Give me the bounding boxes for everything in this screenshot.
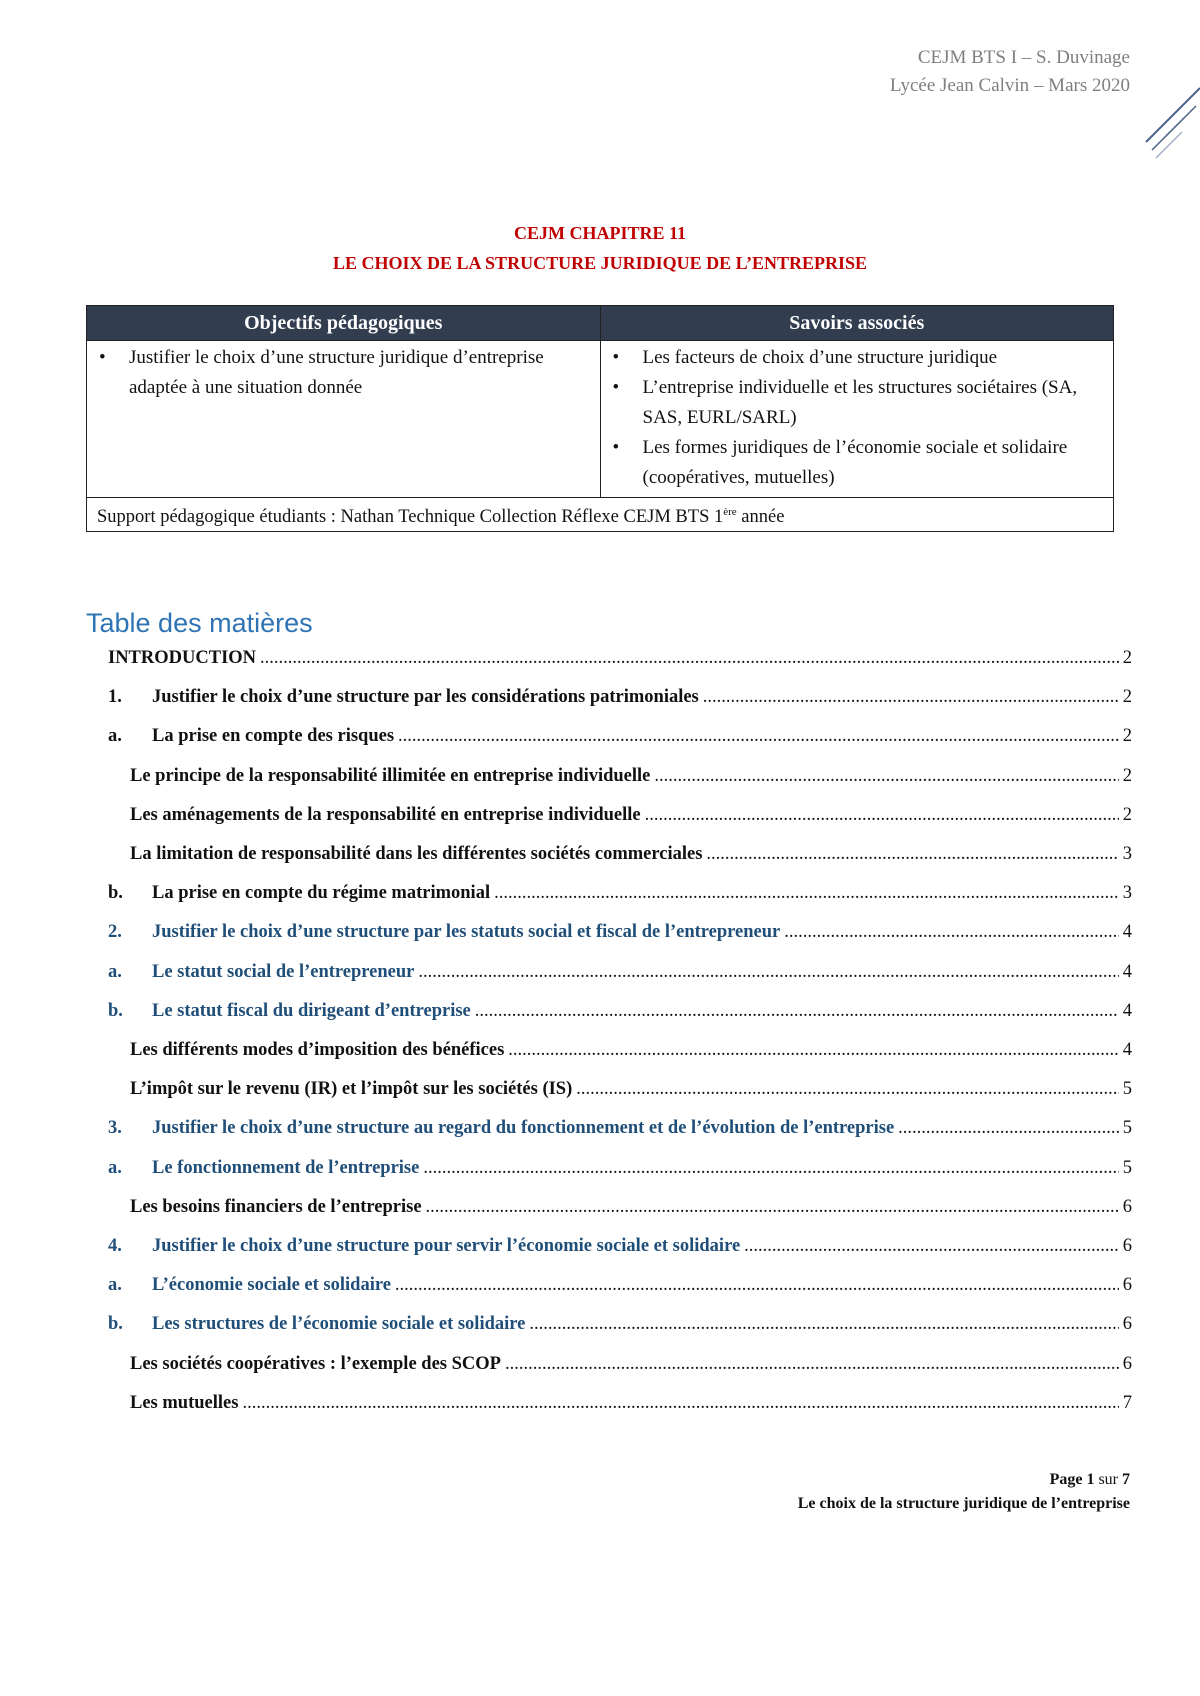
savoirs-cell (600, 341, 1114, 498)
toc-entry-number: b. (108, 1314, 123, 1335)
toc-entry-page: 6 (1122, 1275, 1132, 1296)
toc-entry-page: 5 (1122, 1118, 1132, 1139)
toc-entry-title: Les différents modes d’imposition des bénéfices (130, 1040, 505, 1060)
chapter-number: CEJM CHAPITRE 11 (513, 223, 686, 243)
toc-entry-title: La limitation de responsabilité dans les différentes sociétés commerciales (130, 844, 703, 864)
toc-dot-leader (703, 687, 1119, 708)
toc-dot-leader (576, 1079, 1118, 1100)
decorative-corner-lines (1110, 84, 1200, 174)
toc-entry-page: 7 (1122, 1392, 1132, 1413)
toc-dot-leader (784, 922, 1119, 943)
toc-entry[interactable] (108, 687, 1132, 715)
toc-dot-leader (426, 1197, 1119, 1218)
toc-entry-number: a. (108, 1275, 122, 1296)
toc-dot-leader (505, 1354, 1119, 1375)
toc-entry[interactable] (130, 1040, 1132, 1068)
toc-dot-leader (508, 1040, 1118, 1061)
toc-entry[interactable] (108, 1314, 1132, 1342)
toc-entry-number: a. (108, 1157, 122, 1178)
toc-dot-leader (398, 726, 1119, 747)
savoir-item: • Les facteurs de choix d’une structure juridique (607, 343, 1108, 373)
toc-dot-leader (654, 766, 1118, 787)
toc-dot-leader (395, 1275, 1119, 1296)
chapter-title (0, 218, 1200, 278)
toc-entry[interactable] (130, 1079, 1132, 1107)
toc-entry-page: 2 (1122, 726, 1132, 747)
toc-entry-title: Le statut fiscal du dirigeant d’entreprise (152, 1000, 471, 1021)
toc-entry-number: a. (108, 961, 122, 982)
toc-dot-leader (744, 1236, 1119, 1257)
toc-entry-title: Le statut social de l’entrepreneur (152, 961, 415, 982)
toc-entry-title: L’économie sociale et solidaire (152, 1275, 391, 1296)
toc-entry-number: 3. (108, 1118, 122, 1139)
toc-entry-page: 5 (1122, 1079, 1132, 1100)
toc-entry[interactable] (130, 1197, 1132, 1225)
toc-entry-title: La prise en compte des risques (152, 726, 395, 747)
toc-entry-page: 2 (1122, 648, 1132, 668)
toc-entry-title: Les besoins financiers de l’entreprise (130, 1196, 422, 1217)
toc-entry-title: Le principe de la responsabilité illimitée en entreprise individuelle (130, 765, 651, 786)
current-page: 1 (1086, 1471, 1095, 1488)
toc-entry-number: b. (108, 1000, 123, 1021)
toc-dot-leader (645, 805, 1119, 826)
toc-entry[interactable] (108, 1001, 1132, 1029)
chapter-subject: LE CHOIX DE LA STRUCTURE JURIDIQUE DE L’ENTREPRISE (333, 253, 867, 273)
savoir-item: • Les formes juridiques de l’économie sociale et solidaire (coopératives, mutuelles) (607, 433, 1108, 493)
toc-entry-page: 4 (1122, 1000, 1132, 1021)
toc-entry-number: a. (108, 726, 122, 747)
toc-entry-number: 1. (108, 687, 122, 708)
toc-dot-leader (260, 648, 1119, 669)
total-pages: 7 (1122, 1471, 1130, 1488)
toc-entry[interactable] (108, 1275, 1132, 1303)
toc-entry[interactable] (130, 766, 1132, 794)
toc-entry-page: 2 (1122, 687, 1132, 708)
toc-dot-leader (418, 962, 1118, 983)
toc-entry[interactable] (108, 648, 1132, 676)
toc-dot-leader (242, 1393, 1118, 1414)
toc-entry[interactable] (108, 962, 1132, 990)
toc-entry[interactable] (130, 805, 1132, 833)
toc-entry-page: 3 (1122, 883, 1132, 904)
toc-entry[interactable] (108, 1158, 1132, 1186)
toc-entry-title: La prise en compte du régime matrimonial (152, 883, 491, 904)
savoirs-column-header: Savoirs associés (600, 306, 1114, 341)
toc-dot-leader (494, 883, 1119, 904)
toc-entry-title: Justifier le choix d’une structure au regard du fonctionnement et de l’évolution de l’entreprise (152, 1118, 895, 1139)
header-author-line: CEJM BTS I – S. Duvinage (917, 47, 1130, 68)
support-note: Support pédagogique étudiants : Nathan Technique Collection Réflexe CEJM BTS 1ère année (87, 498, 1114, 532)
toc-heading: Table des matières (86, 608, 313, 638)
toc-entry-title: Les structures de l’économie sociale et solidaire (152, 1314, 526, 1335)
toc-dot-leader (706, 844, 1118, 865)
toc-entry-page: 6 (1122, 1236, 1132, 1256)
savoir-item: • L’entreprise individuelle et les structures sociétaires (SA, SAS, EURL/SARL) (607, 373, 1108, 433)
toc-entry-page: 4 (1122, 1040, 1132, 1060)
toc-entry-number: b. (108, 883, 123, 904)
page-footer (798, 1468, 1130, 1516)
toc-entry[interactable] (130, 1354, 1132, 1382)
header-school-line: Lycée Jean Calvin – Mars 2020 (889, 75, 1130, 96)
objectives-column-header: Objectifs pédagogiques (87, 306, 601, 341)
toc-entry[interactable] (130, 1393, 1132, 1421)
toc-entry-title: Les mutuelles (130, 1392, 239, 1413)
toc-entry[interactable] (108, 883, 1132, 911)
toc-entry-page: 6 (1122, 1314, 1132, 1335)
objectives-cell (87, 341, 601, 498)
objectives-table (86, 305, 1114, 532)
toc-entry[interactable] (108, 922, 1132, 950)
toc-entry-title: Justifier le choix d’une structure par les considérations patrimoniales (152, 687, 699, 708)
toc-entry-page: 6 (1122, 1196, 1132, 1217)
running-header (890, 44, 1130, 100)
toc-entry-page: 2 (1122, 765, 1132, 786)
toc-entry-title: Les sociétés coopératives : l’exemple des SCOP (130, 1353, 501, 1374)
toc-entry-title: Justifier le choix d’une structure pour servir l’économie sociale et solidaire (152, 1236, 741, 1256)
toc-entry-title: L’impôt sur le revenu (IR) et l’impôt sur les sociétés (IS) (130, 1079, 573, 1100)
toc-entry-page: 3 (1122, 844, 1132, 864)
toc-entry[interactable] (108, 1236, 1132, 1264)
toc-entry-page: 5 (1122, 1157, 1132, 1178)
toc-entry-title: Les aménagements de la responsabilité en entreprise individuelle (130, 804, 641, 825)
toc-entry-page: 2 (1122, 804, 1132, 825)
toc-entry-page: 6 (1122, 1353, 1132, 1374)
toc-entry-page: 4 (1122, 961, 1132, 982)
objective-item: • Justifier le choix d’une structure juridique d’entreprise adaptée à une situation donnée (93, 343, 594, 403)
footer-doc-title: Le choix de la structure juridique de l’entreprise (797, 1495, 1130, 1512)
toc-entry-number: 2. (108, 922, 122, 943)
toc-entry-title: Le fonctionnement de l’entreprise (152, 1157, 420, 1178)
toc-dot-leader (529, 1314, 1118, 1335)
toc-dot-leader (898, 1118, 1119, 1139)
toc-entry-title: INTRODUCTION (108, 648, 257, 668)
toc-entry[interactable] (130, 844, 1132, 872)
toc-entry-number: 4. (108, 1236, 122, 1256)
page-number-line: Page 1 sur 7 (1049, 1471, 1130, 1488)
toc-dot-leader (475, 1001, 1119, 1022)
toc-entry-title: Justifier le choix d’une structure par les statuts social et fiscal de l’entrepreneur (152, 922, 781, 943)
toc-entry[interactable] (108, 1118, 1132, 1146)
toc-dot-leader (423, 1158, 1118, 1179)
ordinal-superscript: ère (723, 506, 737, 518)
toc-entry-page: 4 (1122, 922, 1132, 943)
toc-entry[interactable] (108, 726, 1132, 754)
